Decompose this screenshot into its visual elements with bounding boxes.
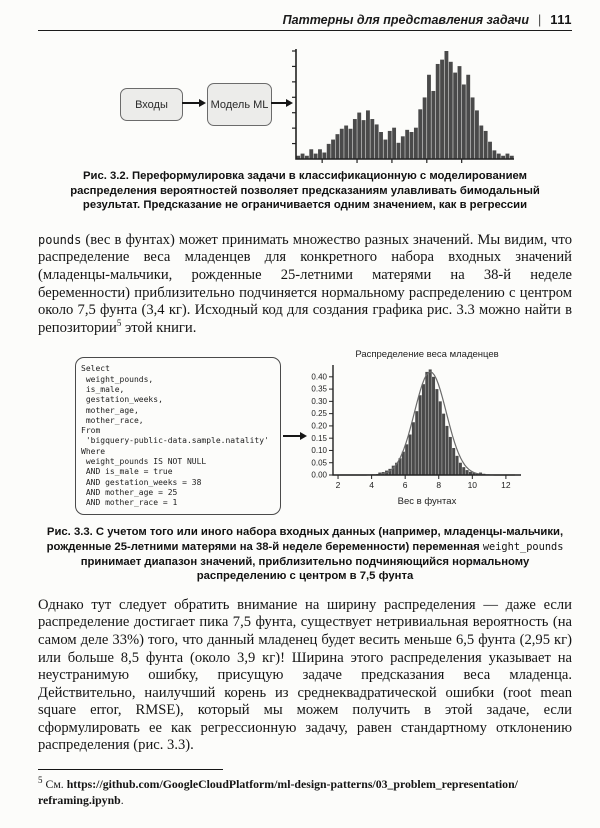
svg-text:Распределение веса младенцев: Распределение веса младенцев (355, 349, 499, 361)
footnote-suffix: . (120, 792, 124, 807)
paragraph-1-text-b: этой книги. (121, 319, 197, 336)
inputs-box (120, 88, 183, 121)
svg-text:8: 8 (436, 480, 442, 491)
svg-text:2: 2 (335, 480, 341, 491)
footnote-rule (38, 769, 223, 770)
svg-text:6: 6 (402, 480, 408, 491)
svg-text:0.30: 0.30 (311, 397, 327, 407)
ml-model-box-label: Модель ML (210, 98, 269, 111)
arrow-inputs-to-model (182, 102, 200, 104)
mono-term-weight-pounds: weight_pounds (482, 540, 564, 553)
weight-distribution-histogram (303, 345, 543, 521)
figure-3-3 (38, 345, 572, 521)
sql-code-box: Select weight_pounds, is_male, gestation_weeks, mother_age, mother_race, From 'bigquery-public-data.sample.natality' Where weight_pounds IS NOT NULL AND is_male = true AND gestation_weeks = 38 AND mother_age = 25 AND mother_race = 1 (75, 357, 281, 515)
svg-text:0.10: 0.10 (311, 446, 327, 456)
caption-3-3-text-a: Рис. 3.3. С учетом того или иного набора входных данных (например, младенцы-мальчики, рожденные 25-летними матерями на 38-й неделе беременности) переменная (46, 526, 564, 553)
svg-text:0.20: 0.20 (311, 421, 327, 431)
body-paragraph-2: Однако тут следует обратить внимание на ширину распределения — даже если распределение достигает пика 7,5 фунта, существует нетривиальная вероятность (на самом деле 33%) того, что данный младенец будет весить меньше 6,5 фунта (2,95 кг) или больше 8,5 фунта (около 3,9 кг)! Ширина этого распределения указывает на неустранимую ошибку, присущую задаче предсказания веса младенца. Действительно, наилучший корень из среднеквадратической ошибки (root mean square error, RMSE), который мы можем получить в этой задаче, если сформулировать ее как регрессионную задачу, равен стандартному отклонению распределения (рис. 3.3). (38, 596, 572, 754)
page-number: 111 (550, 12, 572, 27)
svg-text:Вес в фунтах: Вес в фунтах (397, 496, 457, 508)
footnote-prefix: См. (45, 777, 67, 792)
footnote (38, 777, 572, 808)
header-separator: | (537, 13, 542, 27)
svg-text:10: 10 (467, 480, 478, 491)
figure-3-2-caption: Рис. 3.2. Переформулировка задачи в классификационную с моделированием распределения вероятностей позволяет предсказаниям улавливать бимодальный результат. Предсказание не ограничивается одним значением, как в регрессии (70, 170, 540, 212)
figure-3-2 (38, 45, 572, 163)
svg-text:4: 4 (369, 480, 374, 491)
caption-3-3-text-b: принимает диапазон значений, приблизительно подчиняющийся нормальному распределению с центром в 7,5 фунта (80, 555, 530, 583)
footnote-reference-5: 5 (116, 317, 122, 328)
page-header (38, 12, 572, 31)
running-head: Паттерны для представления задачи (282, 13, 529, 27)
svg-text:0.15: 0.15 (311, 434, 327, 444)
ml-model-box (207, 83, 272, 126)
arrow-code-to-chart (283, 435, 301, 437)
footnote-url: https://github.com/GoogleCloudPlatform/ml-design-patterns/03_problem_representation/reframing.ipynb (38, 777, 518, 807)
svg-text:0.00: 0.00 (311, 470, 327, 480)
svg-text:0.40: 0.40 (311, 372, 327, 382)
svg-text:0.35: 0.35 (311, 385, 327, 395)
footnote-marker: 5 (38, 775, 43, 786)
svg-text:0.05: 0.05 (311, 458, 327, 468)
inputs-box-label: Входы (135, 98, 168, 111)
arrow-model-to-chart (271, 102, 287, 104)
paragraph-1-text-a: (вес в фунтах) может принимать множество разных значений. Мы видим, что распределение веса младенцев для конкретного набора входных значений (младенцы-мальчики, рожденные 25-летними матерями на 38-й неделе беременности) приблизительно подчиняется нормальному распределению с центром около 7,5 фунта (3,4 кг). Исходный код для создания графика рис. 3.3 можно найти в репозитории (38, 231, 572, 336)
svg-text:0.25: 0.25 (311, 409, 327, 419)
bimodal-histogram (288, 45, 522, 163)
body-paragraph-1 (38, 232, 572, 338)
mono-term-pounds: pounds (38, 232, 82, 247)
figure-3-3-caption (38, 525, 572, 583)
svg-text:12: 12 (501, 480, 511, 491)
